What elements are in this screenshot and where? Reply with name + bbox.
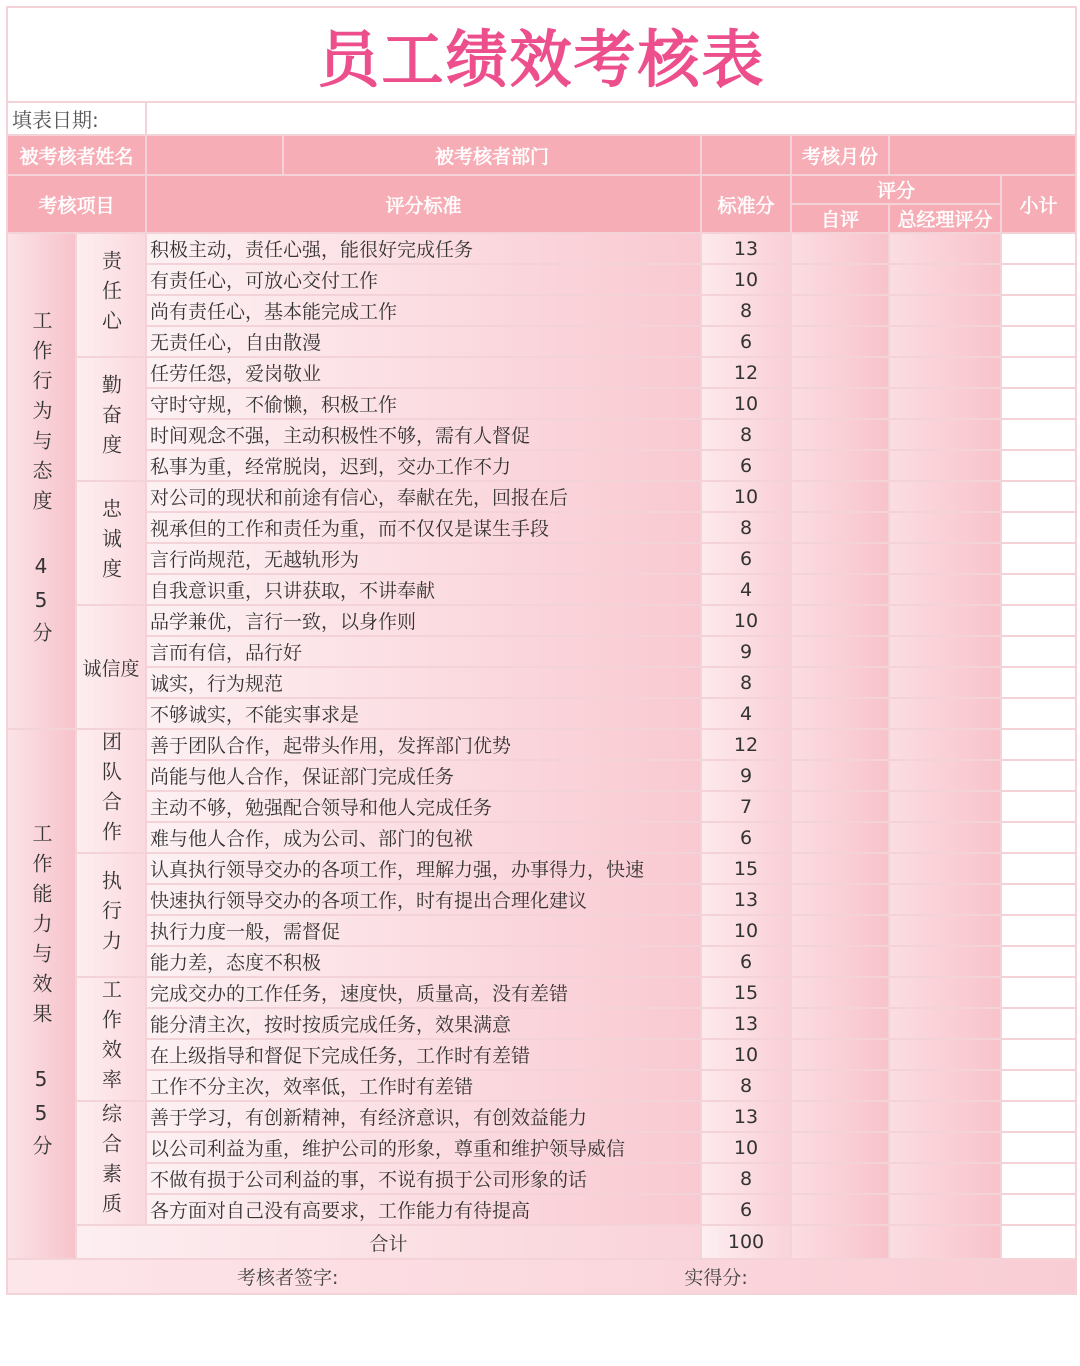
table-row	[7, 915, 1076, 946]
subcategory-text: 忠诚度	[98, 498, 123, 588]
total-manager-input[interactable]	[889, 1225, 1001, 1259]
standard-score: 4	[701, 698, 791, 729]
standard-score: 10	[701, 481, 791, 512]
standard-score: 10	[701, 264, 791, 295]
manager-score-input[interactable]	[889, 977, 1001, 1008]
self-score-input[interactable]	[791, 1132, 889, 1163]
manager-score-input[interactable]	[889, 605, 1001, 636]
self-score-input[interactable]	[791, 667, 889, 698]
header-item: 考核项目	[7, 175, 146, 233]
table-row	[7, 1132, 1076, 1163]
subtotal-input[interactable]	[1001, 760, 1076, 791]
criteria-text: 品学兼优，言行一致，以身作则	[146, 605, 701, 636]
table-row	[7, 512, 1076, 543]
manager-score-input[interactable]	[889, 791, 1001, 822]
criteria-text: 在上级指导和督促下完成任务，工作时有差错	[146, 1039, 701, 1070]
manager-score-input[interactable]	[889, 450, 1001, 481]
manager-score-input[interactable]	[889, 853, 1001, 884]
standard-score: 6	[701, 450, 791, 481]
name-dept-cell	[146, 135, 701, 175]
table-row	[7, 264, 1076, 295]
self-score-input[interactable]	[791, 760, 889, 791]
total-self-input[interactable]	[791, 1225, 889, 1259]
subtotal-input[interactable]	[1001, 543, 1076, 574]
standard-score: 6	[701, 543, 791, 574]
manager-score-input[interactable]	[889, 326, 1001, 357]
subcategory-label	[76, 977, 146, 1101]
sheet-title: 员工绩效考核表	[7, 7, 1076, 102]
manager-score-input[interactable]	[889, 481, 1001, 512]
self-score-input[interactable]	[791, 1008, 889, 1039]
total-label: 合计	[76, 1225, 701, 1259]
table-row	[7, 729, 1076, 760]
table-row	[7, 698, 1076, 729]
criteria-text: 难与他人合作，成为公司、部门的包袱	[146, 822, 701, 853]
criteria-text: 不做有损于公司利益的事，不说有损于公司形象的话	[146, 1163, 701, 1194]
table-row	[7, 543, 1076, 574]
manager-score-input[interactable]	[889, 357, 1001, 388]
criteria-text: 认真执行领导交办的各项工作，理解力强，办事得力，快速	[146, 853, 701, 884]
department-input[interactable]	[701, 135, 791, 175]
criteria-text: 任劳任怨，爱岗敬业	[146, 357, 701, 388]
manager-score-input[interactable]	[889, 419, 1001, 450]
table-row	[7, 1008, 1076, 1039]
subtotal-input[interactable]	[1001, 822, 1076, 853]
criteria-text: 执行力度一般，需督促	[146, 915, 701, 946]
table-row	[7, 388, 1076, 419]
table-row	[7, 450, 1076, 481]
criteria-text: 言而有信，品行好	[146, 636, 701, 667]
manager-score-input[interactable]	[889, 915, 1001, 946]
table-row	[7, 667, 1076, 698]
subtotal-input[interactable]	[1001, 357, 1076, 388]
self-score-input[interactable]	[791, 264, 889, 295]
review-month-input[interactable]	[889, 135, 1076, 175]
category-text: 工作行为与态度 45分	[29, 310, 53, 652]
subtotal-input[interactable]	[1001, 419, 1076, 450]
self-score-input[interactable]	[791, 450, 889, 481]
table-row	[7, 295, 1076, 326]
category-label	[7, 233, 76, 729]
subtotal-input[interactable]	[1001, 915, 1076, 946]
standard-score: 12	[701, 357, 791, 388]
standard-score: 8	[701, 667, 791, 698]
manager-score-input[interactable]	[889, 1039, 1001, 1070]
subcategory-text: 工作效率	[98, 979, 123, 1099]
standard-score: 10	[701, 605, 791, 636]
manager-score-input[interactable]	[889, 946, 1001, 977]
standard-score: 10	[701, 1039, 791, 1070]
manager-score-input[interactable]	[889, 1070, 1001, 1101]
criteria-text: 完成交办的工作任务，速度快，质量高，没有差错	[146, 977, 701, 1008]
header-self: 自评	[791, 204, 889, 233]
manager-score-input[interactable]	[889, 667, 1001, 698]
standard-score: 10	[701, 1132, 791, 1163]
table-row	[7, 1070, 1076, 1101]
self-score-input[interactable]	[791, 543, 889, 574]
criteria-text: 有责任心，可放心交付工作	[146, 264, 701, 295]
subtotal-input[interactable]	[1001, 1070, 1076, 1101]
subtotal-input[interactable]	[1001, 605, 1076, 636]
table-row	[7, 605, 1076, 636]
self-score-input[interactable]	[791, 884, 889, 915]
self-score-input[interactable]	[791, 1194, 889, 1225]
self-score-input[interactable]	[791, 636, 889, 667]
manager-score-input[interactable]	[889, 1194, 1001, 1225]
criteria-text: 工作不分主次，效率低，工作时有差错	[146, 1070, 701, 1101]
category-text: 工作能力与效果 55分	[29, 823, 53, 1165]
table-row	[7, 574, 1076, 605]
self-score-input[interactable]	[791, 481, 889, 512]
total-row	[7, 1225, 1076, 1259]
subtotal-input[interactable]	[1001, 1039, 1076, 1070]
self-score-input[interactable]	[791, 357, 889, 388]
table-row	[7, 481, 1076, 512]
standard-score: 9	[701, 636, 791, 667]
self-score-input[interactable]	[791, 791, 889, 822]
subtotal-input[interactable]	[1001, 295, 1076, 326]
self-score-input[interactable]	[791, 822, 889, 853]
footer-row	[7, 1259, 1076, 1294]
self-score-input[interactable]	[791, 419, 889, 450]
header-score: 评分	[791, 175, 1001, 204]
subtotal-input[interactable]	[1001, 512, 1076, 543]
standard-score: 15	[701, 853, 791, 884]
header-criteria: 评分标准	[146, 175, 701, 233]
employee-name-input[interactable]	[147, 136, 284, 174]
header-manager: 总经理评分	[889, 204, 1001, 233]
criteria-text: 能分清主次，按时按质完成任务，效果满意	[146, 1008, 701, 1039]
standard-score: 8	[701, 1163, 791, 1194]
subtotal-input[interactable]	[1001, 264, 1076, 295]
subtotal-input[interactable]	[1001, 667, 1076, 698]
manager-score-input[interactable]	[889, 388, 1001, 419]
criteria-text: 以公司利益为重，维护公司的形象，尊重和维护领导威信	[146, 1132, 701, 1163]
subtotal-input[interactable]	[1001, 574, 1076, 605]
criteria-text: 对公司的现状和前途有信心，奉献在先，回报在后	[146, 481, 701, 512]
criteria-text: 能力差，态度不积极	[146, 946, 701, 977]
subtotal-input[interactable]	[1001, 1101, 1076, 1132]
standard-score: 7	[701, 791, 791, 822]
table-row	[7, 760, 1076, 791]
criteria-text: 自我意识重，只讲获取，不讲奉献	[146, 574, 701, 605]
criteria-text: 视承但的工作和责任为重，而不仅仅是谋生手段	[146, 512, 701, 543]
manager-score-input[interactable]	[889, 636, 1001, 667]
standard-score: 15	[701, 977, 791, 1008]
review-table	[6, 6, 1077, 1295]
signature-row	[7, 1259, 1076, 1294]
review-month-label: 考核月份	[791, 135, 889, 175]
manager-score-input[interactable]	[889, 729, 1001, 760]
standard-score: 8	[701, 512, 791, 543]
subtotal-input[interactable]	[1001, 853, 1076, 884]
self-score-input[interactable]	[791, 1163, 889, 1194]
subtotal-input[interactable]	[1001, 946, 1076, 977]
standard-score: 6	[701, 326, 791, 357]
manager-score-input[interactable]	[889, 760, 1001, 791]
date-input[interactable]	[146, 102, 1076, 135]
subtotal-input[interactable]	[1001, 698, 1076, 729]
header-subtotal: 小计	[1001, 175, 1076, 233]
standard-score: 10	[701, 388, 791, 419]
subtotal-input[interactable]	[1001, 1194, 1076, 1225]
criteria-text: 善于团队合作，起带头作用，发挥部门优势	[146, 729, 701, 760]
standard-score: 6	[701, 1194, 791, 1225]
table-row	[7, 1163, 1076, 1194]
subcategory-text: 责任心	[98, 250, 123, 340]
criteria-text: 积极主动，责任心强，能很好完成任务	[146, 233, 701, 264]
subcategory-label	[76, 233, 146, 357]
table-row	[7, 636, 1076, 667]
subtotal-input[interactable]	[1001, 729, 1076, 760]
standard-score: 10	[701, 915, 791, 946]
self-score-input[interactable]	[791, 698, 889, 729]
criteria-text: 各方面对自己没有高要求，工作能力有待提高	[146, 1194, 701, 1225]
table-row	[7, 1101, 1076, 1132]
criteria-text: 诚实，行为规范	[146, 667, 701, 698]
table-row	[7, 326, 1076, 357]
subcategory-label	[76, 1101, 146, 1225]
subcategory-text: 执行力	[98, 870, 123, 960]
criteria-text: 无责任心，自由散漫	[146, 326, 701, 357]
criteria-text: 主动不够，勉强配合领导和他人完成任务	[146, 791, 701, 822]
table-row	[7, 822, 1076, 853]
table-row	[7, 884, 1076, 915]
table-row	[7, 977, 1076, 1008]
standard-score: 12	[701, 729, 791, 760]
table-row	[7, 1194, 1076, 1225]
standard-score: 4	[701, 574, 791, 605]
subcategory-label	[76, 605, 146, 729]
self-score-input[interactable]	[791, 915, 889, 946]
total-subtotal-input[interactable]	[1001, 1225, 1076, 1259]
subtotal-input[interactable]	[1001, 977, 1076, 1008]
self-score-input[interactable]	[791, 605, 889, 636]
criteria-text: 言行尚规范，无越轨形为	[146, 543, 701, 574]
standard-score: 13	[701, 1101, 791, 1132]
standard-score: 8	[701, 295, 791, 326]
criteria-text: 尚能与他人合作，保证部门完成任务	[146, 760, 701, 791]
self-score-input[interactable]	[791, 946, 889, 977]
subtotal-input[interactable]	[1001, 1132, 1076, 1163]
subcategory-label	[76, 853, 146, 977]
self-score-input[interactable]	[791, 729, 889, 760]
subtotal-input[interactable]	[1001, 450, 1076, 481]
subtotal-input[interactable]	[1001, 1008, 1076, 1039]
subcategory-text: 诚信度	[82, 657, 140, 680]
subtotal-input[interactable]	[1001, 388, 1076, 419]
table-row	[7, 419, 1076, 450]
subtotal-input[interactable]	[1001, 481, 1076, 512]
manager-score-input[interactable]	[889, 264, 1001, 295]
self-score-input[interactable]	[791, 574, 889, 605]
self-score-input[interactable]	[791, 295, 889, 326]
self-score-input[interactable]	[791, 977, 889, 1008]
manager-score-input[interactable]	[889, 295, 1001, 326]
criteria-text: 私事为重，经常脱岗，迟到，交办工作不力	[146, 450, 701, 481]
criteria-text: 时间观念不强，主动积极性不够，需有人督促	[146, 419, 701, 450]
standard-score: 6	[701, 946, 791, 977]
subcategory-label	[76, 481, 146, 605]
table-row	[7, 946, 1076, 977]
total-value: 100	[701, 1225, 791, 1259]
category-label	[7, 729, 76, 1259]
subcategory-label	[76, 729, 146, 853]
table-row	[7, 853, 1076, 884]
criteria-text: 不够诚实，不能实事求是	[146, 698, 701, 729]
self-score-input[interactable]	[791, 233, 889, 264]
subcategory-text: 团队合作	[98, 731, 123, 851]
manager-score-input[interactable]	[889, 1163, 1001, 1194]
manager-score-input[interactable]	[889, 512, 1001, 543]
actual-score-label: 实得分:	[684, 1267, 748, 1289]
standard-score: 9	[701, 760, 791, 791]
criteria-text: 尚有责任心，基本能完成工作	[146, 295, 701, 326]
subtotal-input[interactable]	[1001, 791, 1076, 822]
employee-name-label: 被考核者姓名	[7, 135, 146, 175]
subcategory-text: 综合素质	[98, 1103, 123, 1223]
standard-score: 13	[701, 1008, 791, 1039]
self-score-input[interactable]	[791, 1101, 889, 1132]
subtotal-input[interactable]	[1001, 636, 1076, 667]
criteria-text: 守时守规，不偷懒，积极工作	[146, 388, 701, 419]
subtotal-input[interactable]	[1001, 233, 1076, 264]
standard-score: 8	[701, 1070, 791, 1101]
manager-score-input[interactable]	[889, 1101, 1001, 1132]
standard-score: 8	[701, 419, 791, 450]
self-score-input[interactable]	[791, 326, 889, 357]
manager-score-input[interactable]	[889, 884, 1001, 915]
criteria-text: 快速执行领导交办的各项工作，时有提出合理化建议	[146, 884, 701, 915]
subtotal-input[interactable]	[1001, 1163, 1076, 1194]
subcategory-label	[76, 357, 146, 481]
subtotal-input[interactable]	[1001, 884, 1076, 915]
table-row	[7, 1039, 1076, 1070]
manager-score-input[interactable]	[889, 543, 1001, 574]
signer-label: 考核者签字:	[237, 1267, 339, 1289]
subcategory-text: 勤奋度	[98, 374, 123, 464]
date-label: 填表日期:	[7, 102, 146, 135]
manager-score-input[interactable]	[889, 822, 1001, 853]
manager-score-input[interactable]	[889, 1008, 1001, 1039]
manager-score-input[interactable]	[889, 574, 1001, 605]
self-score-input[interactable]	[791, 853, 889, 884]
header-standard: 标准分	[701, 175, 791, 233]
manager-score-input[interactable]	[889, 1132, 1001, 1163]
table-row	[7, 233, 1076, 264]
standard-score: 13	[701, 233, 791, 264]
subtotal-input[interactable]	[1001, 326, 1076, 357]
table-row	[7, 357, 1076, 388]
standard-score: 6	[701, 822, 791, 853]
self-score-input[interactable]	[791, 1039, 889, 1070]
manager-score-input[interactable]	[889, 698, 1001, 729]
criteria-text: 善于学习，有创新精神，有经济意识，有创效益能力	[146, 1101, 701, 1132]
department-label: 被考核者部门	[434, 145, 549, 168]
self-score-input[interactable]	[791, 1070, 889, 1101]
self-score-input[interactable]	[791, 512, 889, 543]
self-score-input[interactable]	[791, 388, 889, 419]
table-row	[7, 791, 1076, 822]
standard-score: 13	[701, 884, 791, 915]
manager-score-input[interactable]	[889, 233, 1001, 264]
